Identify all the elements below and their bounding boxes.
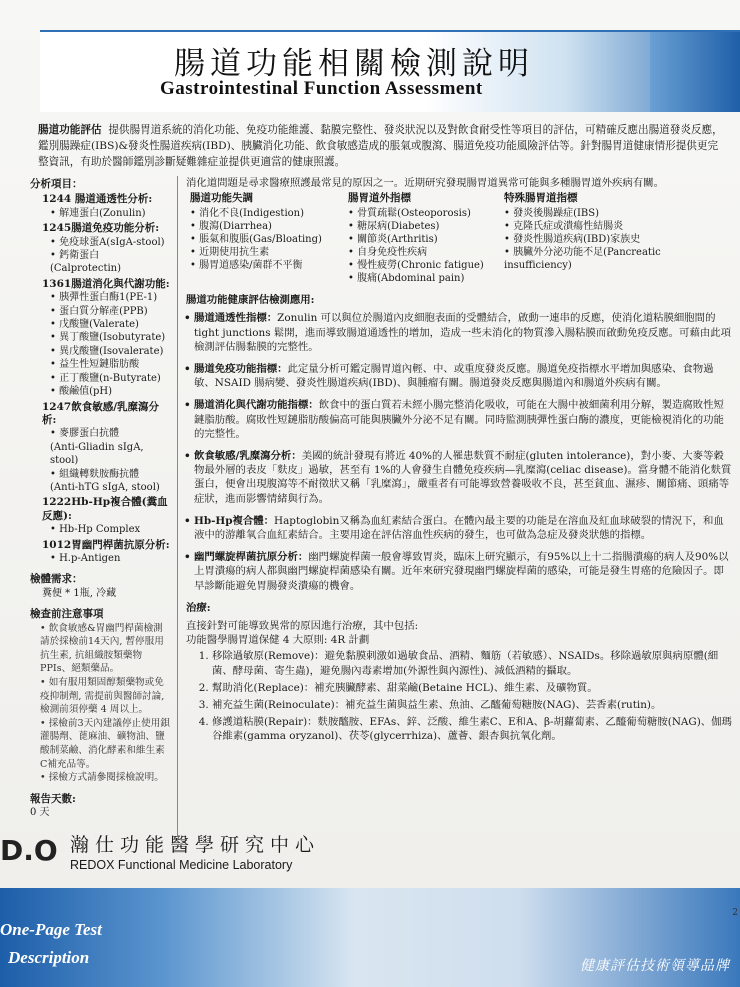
apply-item-text: Zonulin 可以與位於腸道內皮細胞表面的受體結合，啟動一連串的反應，使消化道粘膜細胞間的 tight junctions 鬆開，進而導致腸道通透性的增加，造成一些未消化的物質滲入腸粘膜而啟動免疫反應。可藉由此項檢測評估腸黏膜的完整性。 (194, 312, 732, 353)
right-column (186, 176, 732, 747)
analysis-item: • 戊酸鹽(Valerate) (50, 319, 139, 331)
category-item: • 發炎性腸道疾病(IBD)家族史 (504, 234, 641, 246)
category-title: 腸胃道外指標 (348, 192, 411, 205)
treatment-step: 4. 修護道粘膜(Repair)：麩胺醯胺、EFAs、鋅、泛酸、維生素C、E和A、β-胡蘿蔔素、乙醯葡萄糖胺(NAG)、伽瑪谷維素(gamma oryzanol)、茯苓(glycerrhiza)、蘆薈、銀杏與抗氧化劑。 (212, 715, 732, 743)
intro-label: 腸道功能評估 (38, 124, 102, 136)
title-en: Gastrointestinal Function Assessment (160, 78, 483, 99)
category-item: • 腹痛(Abdominal pain) (348, 273, 465, 285)
analysis-item: • 鈣衛蛋白(Calprotectin) (50, 250, 122, 275)
column-divider (177, 176, 178, 836)
apply-item-text: 飲食中的蛋白質若未經小腸完整消化吸收，可能在大腸中被細菌利用分解，製造腐敗性短鏈脂肪酸。腐敗性短鏈脂肪酸偏高可能與胰臟外分泌不足有關。同時監測胰彈性蛋白酶的濃度，更能檢視消化的功能的完整性。 (194, 399, 724, 440)
analysis-item: (Anti-hTG sIgA, stool) (50, 481, 160, 493)
analysis-item: • 異丁酸鹽(Isobutyrate) (50, 332, 166, 344)
analysis-item: • 酸鹼值(pH) (50, 386, 113, 398)
category-column (186, 192, 344, 285)
category-item: • 糖尿病(Diabetes) (348, 221, 440, 233)
specimen-title: 檢體需求： (30, 573, 83, 586)
org-name-en: REDOX Functional Medicine Laboratory (70, 858, 293, 872)
report-title: 報告天數: (30, 792, 76, 805)
analysis-item: • 麥膠蛋白抗體 (50, 428, 120, 440)
category-row (186, 192, 732, 285)
apply-item (186, 398, 732, 441)
analysis-item: • 解連蛋白(Zonulin) (50, 207, 146, 219)
apply-item (186, 449, 732, 506)
apply-item-label: 腸道消化與代謝功能指標： (194, 399, 319, 412)
specimen-text: 糞便 * 1瓶, 冷藏 (42, 587, 117, 599)
precaution-item: • 飲食敏感&胃幽門桿菌檢測請於採檢前14天內, 暫停服用抗生素, 抗組織胺類藥物 PPIs、絕類藥品。 (40, 622, 164, 675)
apply-item-label: 幽門螺旋桿菌抗原分析： (194, 551, 309, 564)
apply-list (186, 311, 732, 592)
category-title: 特殊腸胃道指標 (504, 192, 578, 205)
analysis-item: • 異戊酸鹽(Isovalerate) (50, 345, 164, 357)
apply-item (186, 311, 732, 354)
category-item: • 慢性疲勞(Chronic fatigue) (348, 260, 484, 272)
apply-item-label: 腸道免疫功能指標： (194, 363, 288, 376)
analysis-item: • 正丁酸鹽(n-Butyrate) (50, 372, 161, 384)
report-days: 0 天 (30, 807, 50, 819)
category-item: • 腹瀉(Diarrhea) (190, 221, 272, 233)
analysis-item: • 胰彈性蛋白酶1(PE-1) (50, 292, 158, 304)
analysis-group-title: 1245腸道免疫功能分析: (42, 222, 160, 235)
analysis-item: • 免疫球蛋A(sIgA-stool) (50, 236, 165, 248)
category-item: • 胰臟外分泌功能不足(Pancreatic insufficiency) (504, 247, 661, 272)
category-item: • 近期使用抗生素 (190, 247, 270, 259)
left-column (30, 176, 170, 820)
precaution-list (30, 622, 170, 785)
logo-icon: D.O (0, 834, 58, 867)
band-line-2: Description (8, 948, 90, 967)
category-item: • 腸胃道感染/菌群不平衡 (190, 260, 303, 272)
header-accent (650, 32, 740, 112)
apply-item (186, 362, 732, 390)
analysis-item: • Hb-Hp Complex (50, 524, 141, 536)
apply-title: 腸道功能健康評估檢測應用: (186, 294, 315, 307)
apply-item-text: 此定量分析可鑑定腸胃道內輕、中、或重度發炎反應。腸道免疫指標水平增加與感染、食物過敏、NSAID 腸病變、發炎性腸道疾病(IBD)、與腫瘤有關。腸道發炎反應與腸道內和腸道外疾病有關。 (194, 363, 714, 390)
treatment-lead: 直接針對可能導致異常的原因進行治療，其中包括: (186, 620, 419, 633)
category-title: 腸道功能失調 (190, 192, 253, 205)
analysis-group-title: 1012胃幽門桿菌抗原分析: (42, 538, 170, 551)
apply-item-text: 美國的統計發現有將近 40%的人罹患麩質不耐症(gluten intolerance)，對小麥、大麥等穀物最外層的表皮「麩皮」過敏，甚至有 1%的人會發生自體免疫疾病—乳糜瀉(celiac disease)。當身體不能消化麩質蛋白，便會出現腹瀉等不耐徵狀又稱「乳糜瀉」，嚴重者有可能導致營養吸收不良，甚至貧血、濕疹、關節痛、頭痛等症狀，進而影響情緒與行為。 (194, 450, 732, 505)
right-lead: 消化道問題是尋求醫療照護最常見的原因之一。近期研究發現腸胃道異常可能與多種腸胃道外疾病有關。 (186, 177, 664, 189)
page-number: 2 (732, 908, 738, 918)
title-zh: 腸道功能相關檢測說明 (174, 46, 534, 82)
analysis-group-title: 1361腸道消化與代謝功能: (42, 277, 170, 290)
analysis-group-title: 1247飲食敏感/乳糜瀉分析: (42, 400, 160, 426)
apply-item-text: 幽門螺旋桿菌一般會導致胃炎，臨床上研究顯示，有95%以上十二指腸潰瘍的病人及90%以上胃潰瘍的病人都與幽門螺旋桿菌感染有關。近年來研究發現幽門螺旋桿菌的感染，可能是發生胃癌的危險因子。即早診斷能避免胃腸發炎潰瘍的機會。 (194, 551, 729, 592)
footer-logo (0, 828, 330, 878)
analysis-group-title: 1222Hb-Hp複合體(糞血反應): (42, 496, 168, 522)
apply-item-label: 腸道通透性指標： (194, 312, 278, 325)
treatment-title: 治療: (186, 601, 211, 614)
category-item: • 脹氣和腹脹(Gas/Bloating) (190, 234, 322, 246)
analysis-group-title: 1244 腸道通透性分析: (42, 193, 153, 206)
analysis-groups (30, 193, 170, 565)
precaution-item: • 採檢方式請參閱採檢說明。 (40, 772, 164, 784)
category-item: • 自身免疫性疾病 (348, 247, 428, 259)
apply-item-text: Haptoglobin又稱為血紅素結合蛋白。在體內最主要的功能是在溶血及紅血球破裂的情況下，和血液中的游離氧合血紅素結合。主要用途在評估溶血性疾病的發生，也可做為急症及發炎狀態的指標。 (194, 514, 724, 542)
category-column (500, 192, 704, 285)
treatment-step: 1. 移除過敏原(Remove)：避免黏膜刺激如過敏食品、酒精、麵筋（若敏感）、NSAIDs。移除過敏原與病原體(細菌、酵母菌、寄生蟲)，避免腸內毒素增加(外源性與內源性)、減低酒精的攝取。 (212, 649, 732, 677)
category-column (344, 192, 500, 285)
intro-paragraph (38, 122, 728, 170)
analysis-item: • 益生性短鏈脂肪酸 (50, 359, 140, 371)
category-item: • 發炎後腸躁症(IBS) (504, 208, 600, 220)
category-item: • 克隆氏症或潰瘍性結腸炎 (504, 221, 624, 233)
analysis-item: • 組織轉麩胺酶抗體 (50, 468, 140, 480)
apply-item (186, 550, 732, 593)
analysis-title: 分析項目： (30, 178, 83, 190)
org-name-zh: 瀚仕功能醫學研究中心 (70, 834, 321, 856)
category-item: • 骨質疏鬆(Osteoporosis) (348, 208, 471, 220)
apply-item-label: 飲食敏感/乳糜瀉分析： (194, 450, 302, 463)
analysis-item: • 蛋白質分解產(PPB) (50, 305, 148, 317)
treatment-step: 2. 幫助消化(Replace)：補充胰臟酵素、甜菜鹼(Betaine HCL)、維生素、及礦物質。 (212, 681, 732, 695)
precaution-item: • 如有服用類固醇類藥物或免疫抑制劑, 需提前與醫師討論, 檢測前須停藥 4 周以上。 (40, 676, 165, 716)
treatment-principle: 功能醫學腸胃道保健 4 大原則: 4R 計劃 (186, 634, 370, 647)
apply-item-label: Hb-Hp複合體： (194, 514, 275, 527)
apply-item (186, 514, 732, 542)
category-item: • 消化不良(Indigestion) (190, 208, 304, 220)
analysis-item: (Anti-Gliadin sIgA, stool) (50, 441, 144, 467)
treatment-steps (186, 649, 732, 743)
analysis-item: • H.p-Antigen (50, 552, 121, 564)
precaution-item: • 採檢前3天內建議停止使用鋇灌腸劑、蓖麻油、礦物油、鹽酸制菜鹼、消化酵素和維生素C補充品等。 (40, 717, 170, 770)
footer-slogan: 健康評估技術領導品牌 (580, 958, 730, 974)
treatment-step: 3. 補充益生菌(Reinoculate)：補充益生菌與益生素、魚油、乙醯葡萄糖胺(NAG)、芸香素(rutin)。 (212, 698, 732, 712)
band-line-1: One-Page Test (0, 920, 102, 939)
intro-text: 提供腸胃道系統的消化功能、免疫功能維護、黏膜完整性、發炎狀況以及對飲食耐受性等項目的評估，可精確反應出腸道發炎反應，鑑別腸躁症(IBS)&發炎性腸道疾病(IBD)、胰臟消化功能、飲食敏感造成的脹氣或腹瀉、腸道免疫功能風險評估等。針對腸胃道健康情形提供更完整資訊，有助於醫師鑑別診斷疑難雜症並提供更適當的健康照護。 (38, 124, 723, 168)
precaution-title: 檢查前注意事項 (30, 608, 104, 621)
category-item: • 關節炎(Arthritis) (348, 234, 438, 246)
